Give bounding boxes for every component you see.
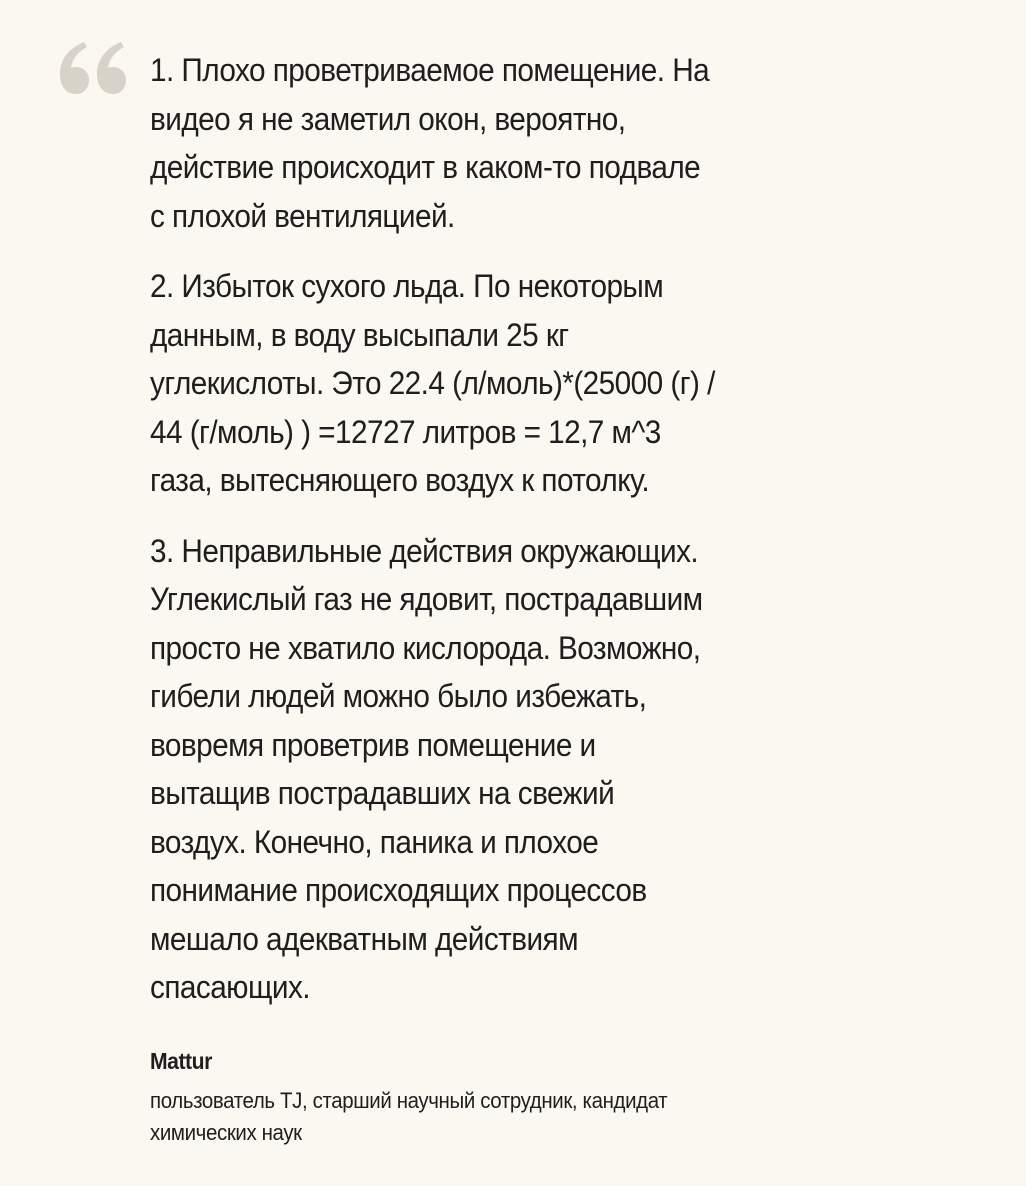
author-description: пользователь TJ, старший научный сотрудник, кандидат химических наук: [150, 1088, 668, 1145]
quote-paragraph: 3. Неправильные действия окружающих. Углекислый газ не ядовит, пострадавшим просто не хватило кислорода. Возможно, гибели людей можно было избежать, вовремя проветрив помещение и вытащив пострадавших на свежий воздух. Конечно, паника и плохое понимание происходящих процессов мешало адекватным действиям спасающих.: [150, 532, 703, 1005]
quote-mark-icon: [56, 38, 128, 100]
quote-paragraph: 1. Плохо проветриваемое помещение. На видео я не заметил окон, вероятно, действие происходит в каком-то подвале с плохой вентиляцией.: [150, 52, 710, 234]
quote-author: [150, 1046, 910, 1149]
quote-body: [150, 46, 870, 1034]
author-name: Mattur: [150, 1048, 212, 1074]
quote-paragraph: 2. Избыток сухого льда. По некоторым данным, в воду высыпали 25 кг углекислоты. Это 22.4 (л/моль)*(25000 (г) / 44 (г/моль) ) =12727 литров = 12,7 м^3 газа, вытесняющего воздух к потолку.: [150, 268, 715, 498]
